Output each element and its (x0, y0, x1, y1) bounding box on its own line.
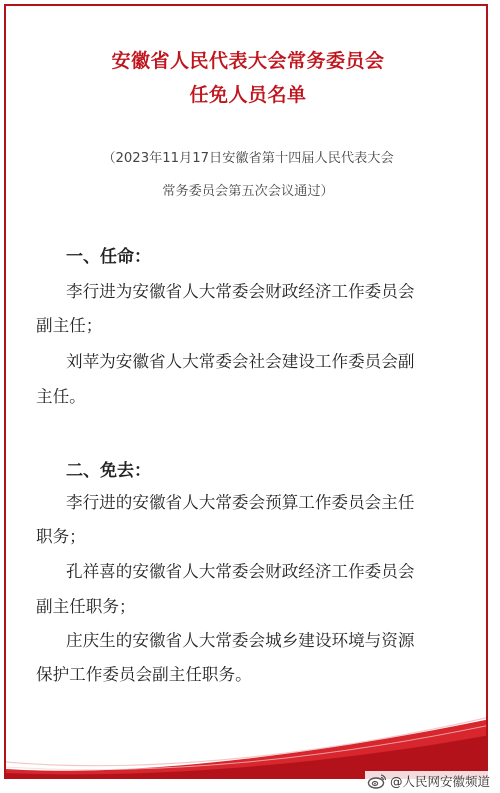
remove-item-3-line1: 庄庆生的安徽省人大常委会城乡建设环境与资源 (66, 631, 415, 650)
remove-item-1-line1: 李行进的安徽省人大常委会预算工作委员会主任 (66, 493, 415, 512)
weibo-icon (367, 773, 387, 789)
source-watermark (365, 771, 492, 791)
remove-item-2-line1: 孔祥喜的安徽省人大常委会财政经济工作委员会 (66, 562, 415, 581)
appoint-item-2-line1: 刘苹为安徽省人大常委会社会建设工作委员会副 (66, 352, 415, 371)
section-heading-remove: 二、免去： (66, 461, 151, 481)
appoint-item-1-line1: 李行进为安徽省人大常委会财政经济工作委员会 (66, 282, 415, 301)
remove-item-2-line2: 副主任职务； (36, 597, 136, 616)
appoint-item-1-line2: 副主任； (36, 316, 103, 335)
adoption-note-line1: （2023年11月17日安徽省第十四届人民代表大会 (102, 151, 394, 166)
watermark-text: @人民网安徽频道 (389, 774, 490, 789)
document-frame (4, 4, 488, 779)
document-subtitle: 任免人员名单 (189, 84, 307, 106)
document-title: 安徽省人民代表大会常务委员会 (111, 50, 385, 72)
remove-item-1-line2: 职务； (36, 527, 86, 546)
remove-item-3-line2: 保护工作委员会副主任职务。 (36, 665, 252, 684)
appoint-item-2-line2: 主任。 (36, 387, 86, 406)
adoption-note-line2: 常务委员会第五次会议通过） (162, 184, 334, 199)
section-heading-appoint: 一、任命： (66, 247, 151, 267)
decorative-wave (6, 717, 488, 777)
